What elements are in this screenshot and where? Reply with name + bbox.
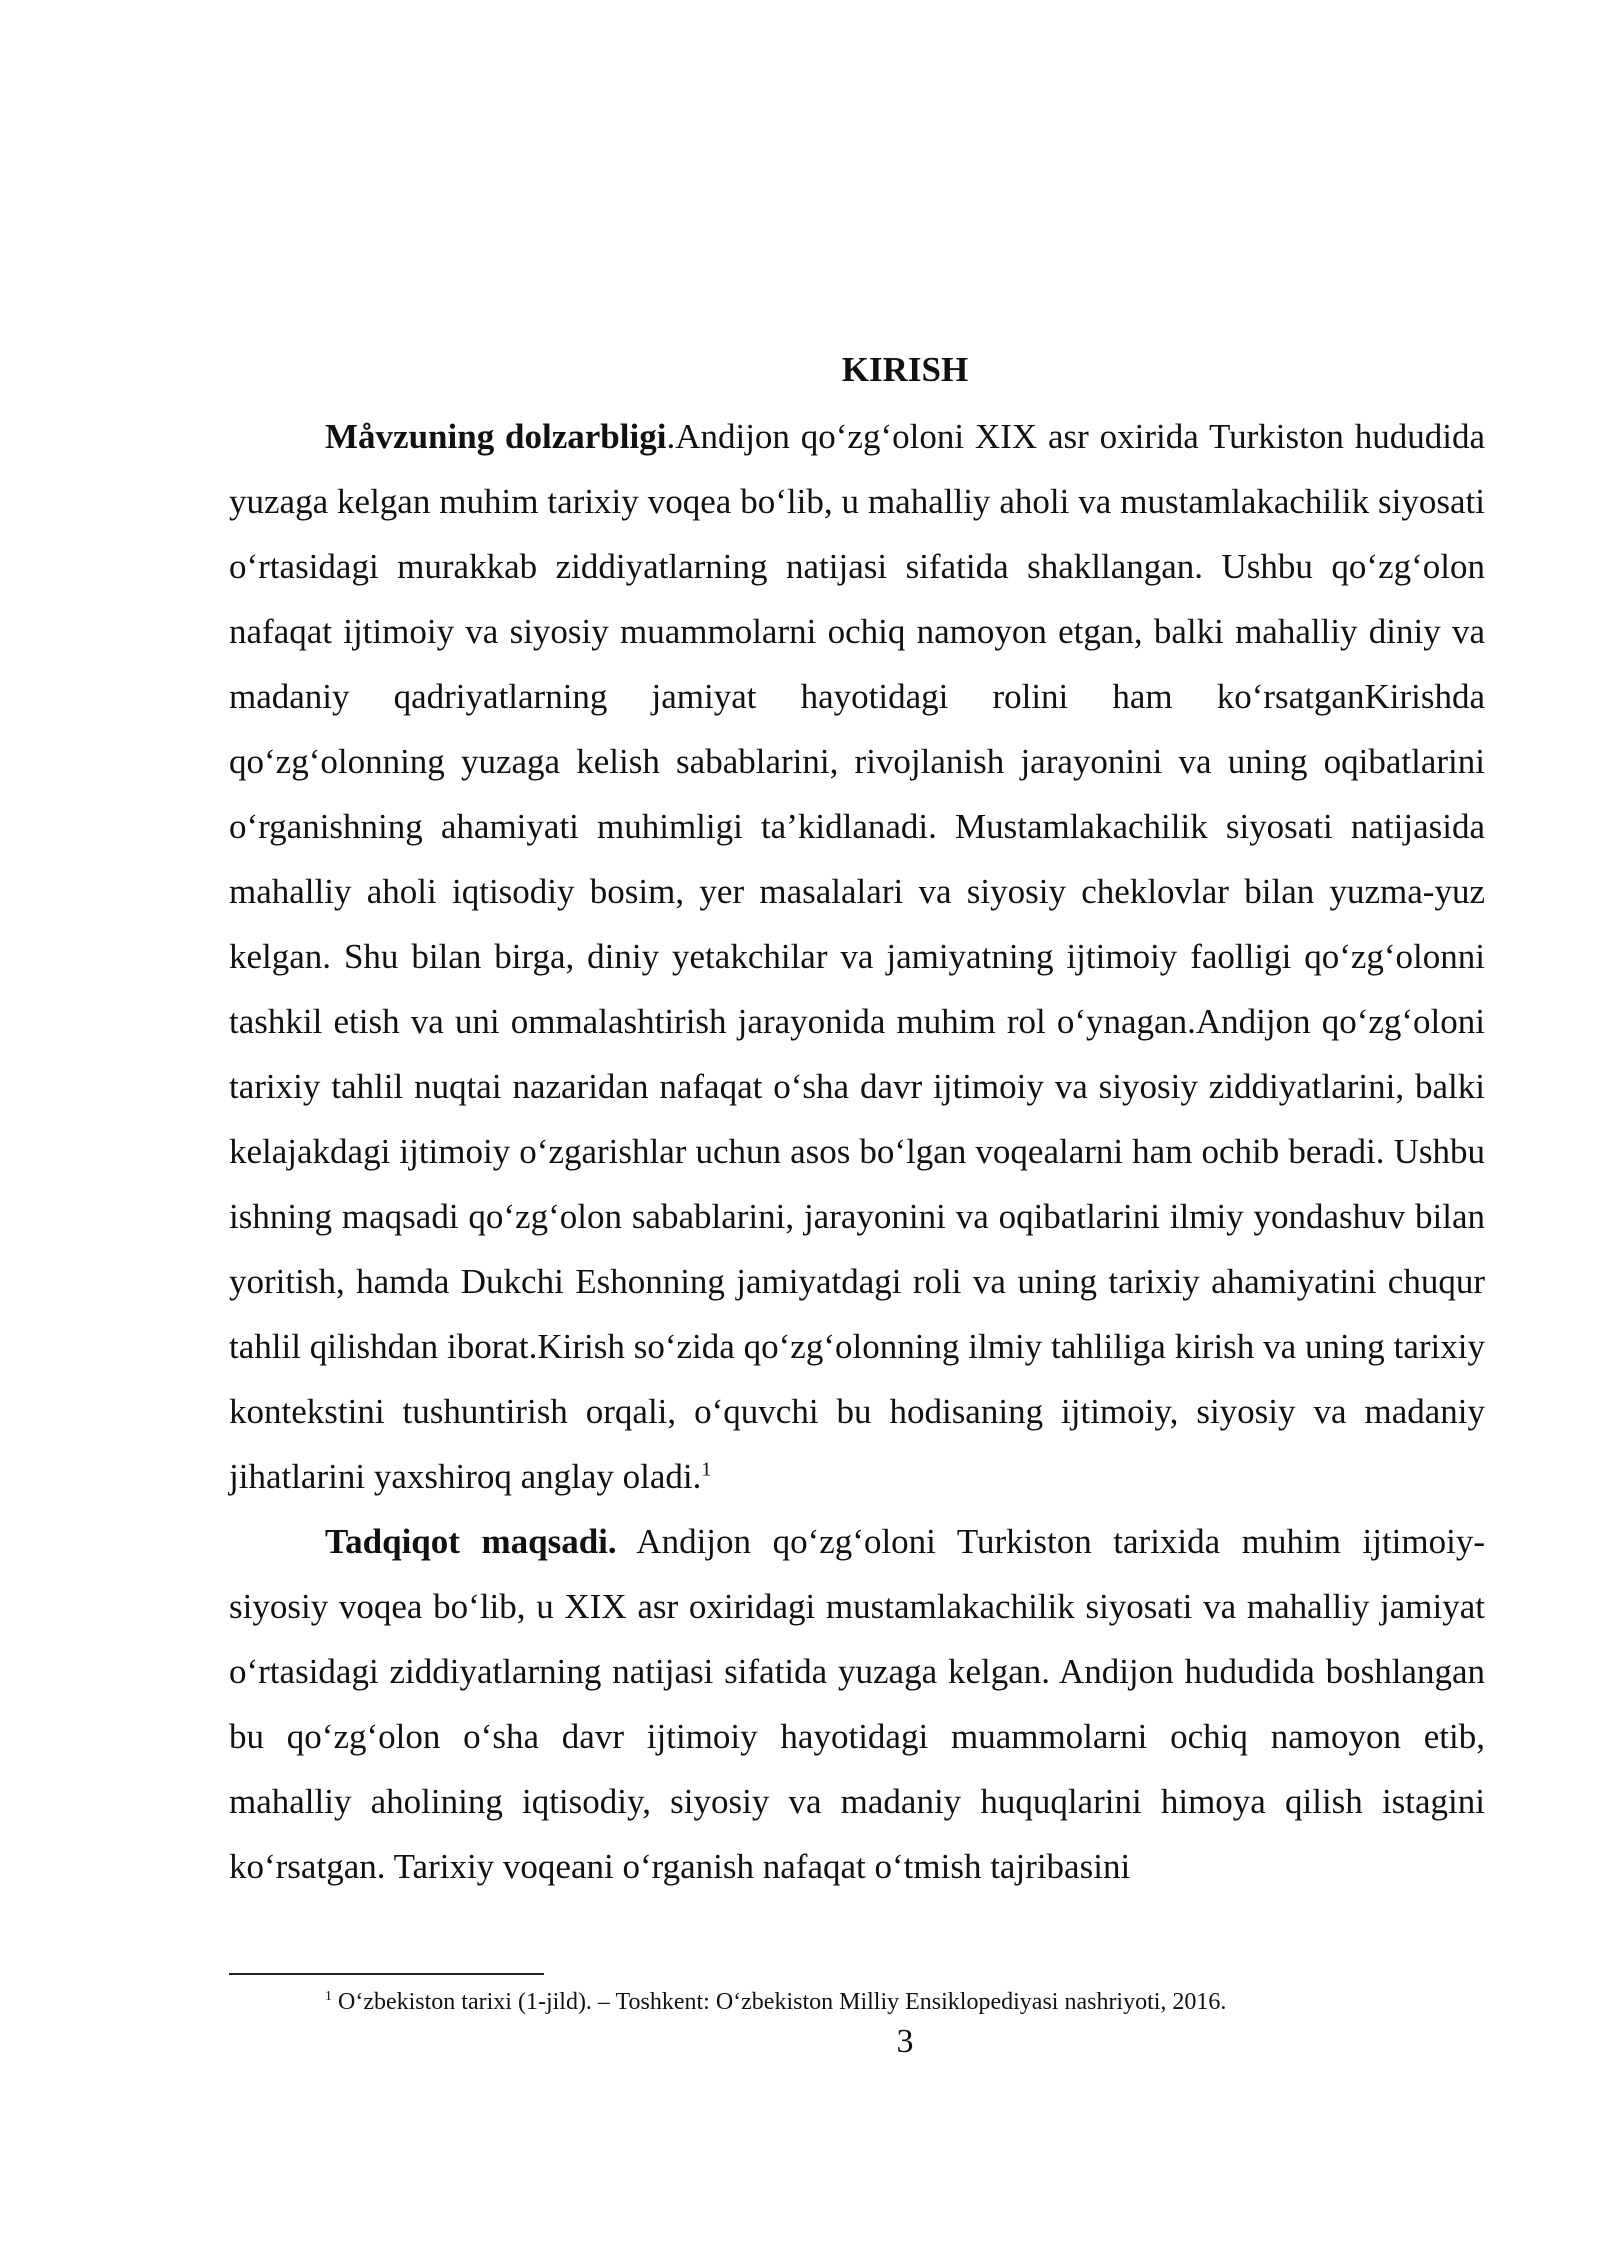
paragraph-text: .Andijon qo‘zg‘oloni XIX asr oxirida Turkiston hududida yuzaga kelgan muhim tarixiy voqea bo‘lib, u mahalliy aholi va mustamlakachilik siyosati o‘rtasidagi murakkab ziddiyatlarning natijasi sifatida shakllangan. Ushbu qo‘zg‘olon nafaqat ijtimoiy va siyosiy muammolarni ochiq namoyon etgan, balki mahalliy diniy va madaniy qadriyatlarning jamiyat hayotidagi rolini ham ko‘rsatganKirishda qo‘zg‘olonning yuzaga kelish sabablarini, rivojlanish jarayonini va uning oqibatlarini o‘rganishning ahamiyati muhimligi ta’kidlanadi. Mustamlakachilik siyosati natijasida mahalliy aholi iqtisodiy bosim, yer masalalari va siyosiy cheklovlar bilan yuzma-yuz kelgan. Shu bilan birga, diniy yetakchilar va jamiyatning ijtimoiy faolligi qo‘zg‘olonni tashkil etish va uni ommalashtirish jarayonida muhim rol o‘ynagan.Andijon qo‘zg‘oloni tarixiy tahlil nuqtai nazaridan nafaqat o‘sha davr ijtimoiy va siyosiy ziddiyatlarini, balki kelajakdagi ijtimoiy o‘zgarishlar uchun asos bo‘lgan voqealarni ham ochib beradi. Ushbu ishning maqsadi qo‘zg‘olon sabablarini, jarayonini va oqibatlarini ilmiy yondashuv bilan yoritish, hamda Dukchi Eshonning jamiyatdagi roli va uning tarixiy ahamiyatini chuqur tahlil qilishdan iborat.Kirish so‘zida qo‘zg‘olonning ilmiy tahliliga kirish va uning tarixiy kontekstini tushuntirish orqali, o‘quvchi bu hodisaning ijtimoiy, siyosiy va madaniy jihatlarini yaxshiroq anglay oladi. bbox=[229, 417, 1485, 1496]
paragraph-text: Andijon qo‘zg‘oloni Turkiston tarixida muhim ijtimoiy-siyosiy voqea bo‘lib, u XIX asr oxiridagi mustamlakachilik siyosati va mahalliy jamiyat o‘rtasidagi ziddiyatlarning natijasi sifatida yuzaga kelgan. Andijon hududida boshlangan bu qo‘zg‘olon o‘sha davr ijtimoiy hayotidagi muammolarni ochiq namoyon etib, mahalliy aholining iqtisodiy, siyosiy va madaniy huquqlarini himoya qilish istagini ko‘rsatgan. Tarixiy voqeani o‘rganish nafaqat o‘tmish tajribasini bbox=[229, 1522, 1485, 1886]
body-text bbox=[229, 404, 1485, 1899]
footnote-text: O‘zbekiston tarixi (1-jild). – Toshkent: O‘zbekiston Milliy Ensiklopediyasi nashriyoti, 2016. bbox=[332, 1989, 1227, 2015]
paragraph-relevance bbox=[229, 404, 1485, 1509]
paragraph-lead: Tadqiqot maqsadi. bbox=[325, 1522, 617, 1561]
footnote-mark: 1 bbox=[325, 1989, 332, 2004]
page-number: 3 bbox=[896, 2023, 914, 2060]
footnote bbox=[229, 1985, 1485, 2019]
paragraph-research-goal bbox=[229, 1509, 1485, 1899]
section-heading: KIRISH bbox=[841, 350, 969, 389]
footnote-reference[interactable]: 1 bbox=[701, 1458, 712, 1481]
footnote-separator bbox=[229, 1973, 544, 1975]
paragraph-lead: Måvzuning dolzarbligi bbox=[325, 417, 667, 456]
